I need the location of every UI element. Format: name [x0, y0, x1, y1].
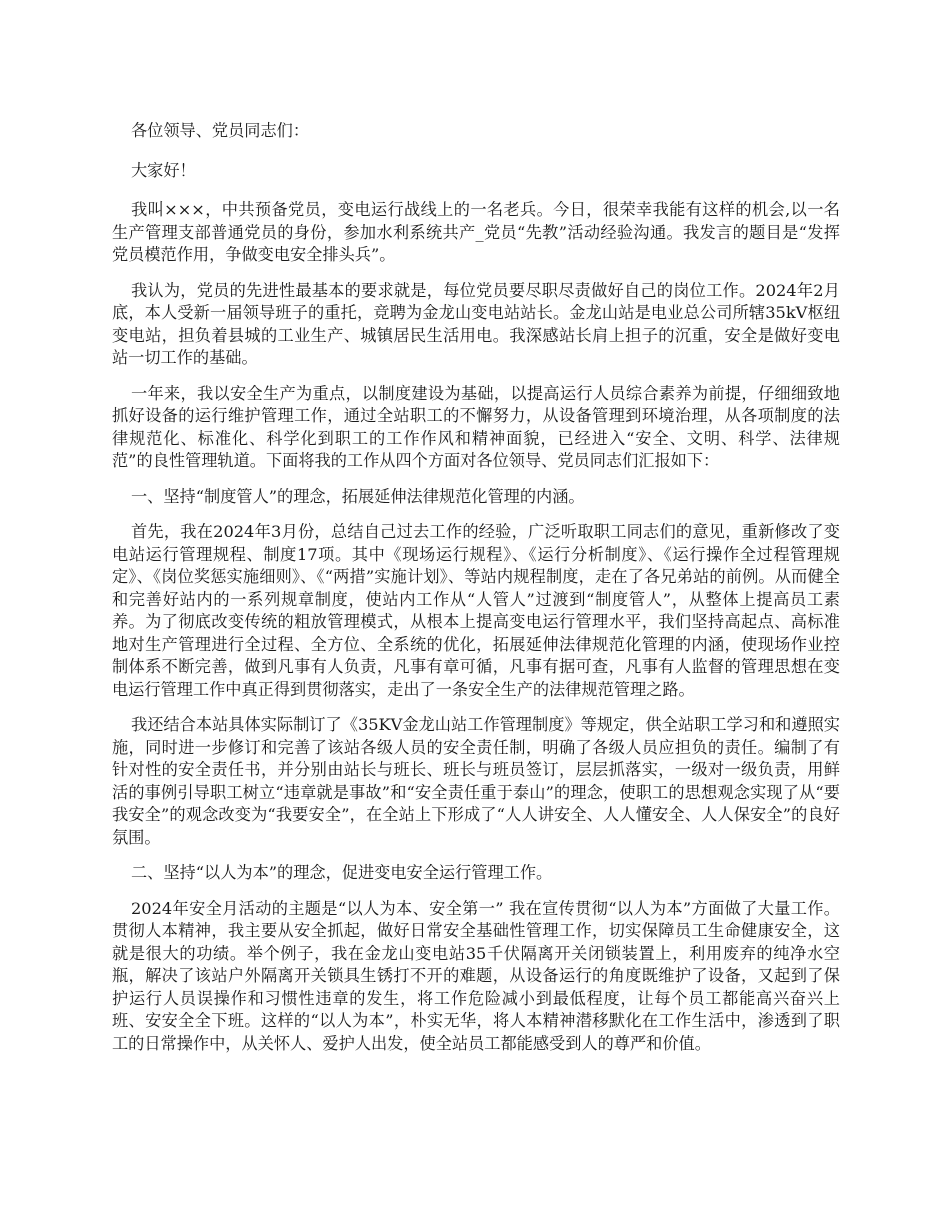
paragraph-introduction: 我叫×××，中共预备党员，变电运行战线上的一名老兵。今日，很荣幸我能有这样的机会,以一名生产管理支部普通党员的身份，参加水利系统共产_党员“先教”活动经验沟通。我发言的题目是“发挥党员模范作用，争做变电安全排头兵”。	[112, 200, 840, 264]
salutation: 各位领导、党员同志们：	[131, 121, 310, 140]
section-heading-1: 一、坚持“制度管人”的理念，拓展延伸法律规范化管理的内涵。	[131, 486, 585, 506]
paragraph-overview: 一年来，我以安全生产为重点，以制度建设为基础，以提高运行人员综合素养为前提，仔细细致地抓好设备的运行维护管理工作，通过全站职工的不懈努力，从设备管理到环境治理，从各项制度的法律规范化、标准化、科学化到职工的工作作风和精神面貌，已经进入“安全、文明、科学、法律规范”的良性管理轨道。下面将我的工作从四个方面对各位领导、党员同志们汇报如下：	[112, 383, 840, 470]
document-body	[112, 120, 840, 1068]
paragraph-regulations: 首先，我在2024年3月份，总结自己过去工作的经验，广泛听取职工同志们的意见，重新修改了变电站运行管理规程、制度17项。其中《现场运行规程》、《运行分析制度》、《运行操作全过程管理规定》、《岗位奖惩实施细则》、《“两措”实施计划》、等站内规程制度，走在了各兄弟站的前例。从而健全和完善好站内的一系列规章制度，使站内工作从“人管人”过渡到“制度管人”，从整体上提高员工素养。为了彻底改变传统的粗放管理模式，从根本上提高变电运行管理水平，我们坚持高起点、高标准地对生产管理进行全过程、全方位、全系统的优化，拓展延伸法律规范化管理的内涵，使现场作业控制体系不断完善，做到凡事有人负责，凡事有章可循，凡事有据可查，凡事有人监督的管理思想在变电运行管理工作中真正得到贯彻落实，走出了一条安全生产的法律规范管理之路。	[112, 522, 840, 699]
paragraph-responsibility: 我还结合本站具体实际制订了《35KV金龙山站工作管理制度》等规定，供全站职工学习和和遵照实施，同时进一步修订和完善了该站各级人员的安全责任制，明确了各级人员应担负的责任。编制了有针对性的安全责任书，并分别由站长与班长、班长与班员签订，层层抓落实，一级对一级负责，用鲜活的事例引导职工树立“违章就是事故”和“安全责任重于泰山”的理念，使职工的思想观念实现了从“要我安全”的观念改变为“我要安全”，在全站上下形成了“人人讲安全、人人懂安全、人人保安全”的良好氛围。	[112, 715, 840, 847]
paragraph-role: 我认为，党员的先进性最基本的要求就是，每位党员要尽职尽责做好自己的岗位工作。2024年2月底，本人受新一届领导班子的重托，竞聘为金龙山变电站站长。金龙山站是电业总公司所辖35kV枢纽变电站，担负着县城的工业生产、城镇居民生活用电。我深感站长肩上担子的沉重，安全是做好变电站一切工作的基础。	[112, 280, 840, 367]
section-heading-2: 二、坚持“以人为本”的理念，促进变电安全运行管理工作。	[131, 863, 553, 882]
greeting-line: 大家好！	[131, 160, 196, 180]
paragraph-people-first: 2024年安全月活动的主题是“以人为本、安全第一” 我在宣传贯彻“以人为本”方面做了大量工作。贯彻人本精神，我主要从安全抓起，做好日常安全基础性管理工作，切实保障员工生命健康安全，这就是很大的功绩。举个例子，我在金龙山变电站35千伏隔离开关闭锁装置上，利用废弃的纯净水空瓶，解决了该站户外隔离开关锁具生锈打不开的难题，从设备运行的角度既维护了设备，又起到了保护运行人员误操作和习惯性违章的发生，将工作危险减小到最低程度，让每个员工都能高兴奋兴上班、安安全全下班。这样的“以人为本”，朴实无华，将人本精神潜移默化在工作生活中，渗透到了职工的日常操作中，从关怀人、爱护人出发，使全站员工都能感受到人的尊严和价值。	[112, 898, 840, 1053]
